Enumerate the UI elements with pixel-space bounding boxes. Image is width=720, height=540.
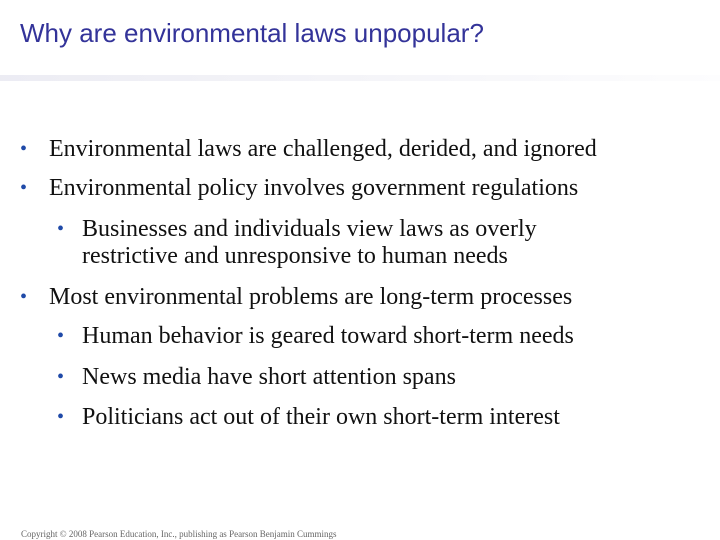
- sub-bullet-text: Politicians act out of their own short-term interest: [82, 404, 560, 430]
- sub-bullet-text: Businesses and individuals view laws as overly: [82, 216, 537, 242]
- sub-bullet-icon: •: [57, 366, 65, 388]
- sub-bullet-text: News media have short attention spans: [82, 364, 456, 390]
- sub-bullet-icon: •: [57, 218, 65, 240]
- slide-title: Why are environmental laws unpopular?: [20, 18, 484, 48]
- bullet-icon: •: [20, 286, 28, 308]
- bullet-text: Environmental laws are challenged, derided, and ignored: [49, 136, 597, 162]
- bullet-text: Most environmental problems are long-term processes: [49, 284, 573, 310]
- sub-bullet-text-continued: restrictive and unresponsive to human needs: [82, 243, 508, 269]
- sub-bullet-icon: •: [57, 406, 65, 428]
- bullet-icon: •: [20, 177, 28, 199]
- sub-bullet-icon: •: [57, 325, 65, 347]
- bullet-icon: •: [20, 138, 28, 160]
- sub-bullet-text: Human behavior is geared toward short-term needs: [82, 323, 574, 349]
- bullet-text: Environmental policy involves government regulations: [49, 175, 579, 201]
- copyright-footer: Copyright © 2008 Pearson Education, Inc., publishing as Pearson Benjamin Cummings: [21, 529, 337, 539]
